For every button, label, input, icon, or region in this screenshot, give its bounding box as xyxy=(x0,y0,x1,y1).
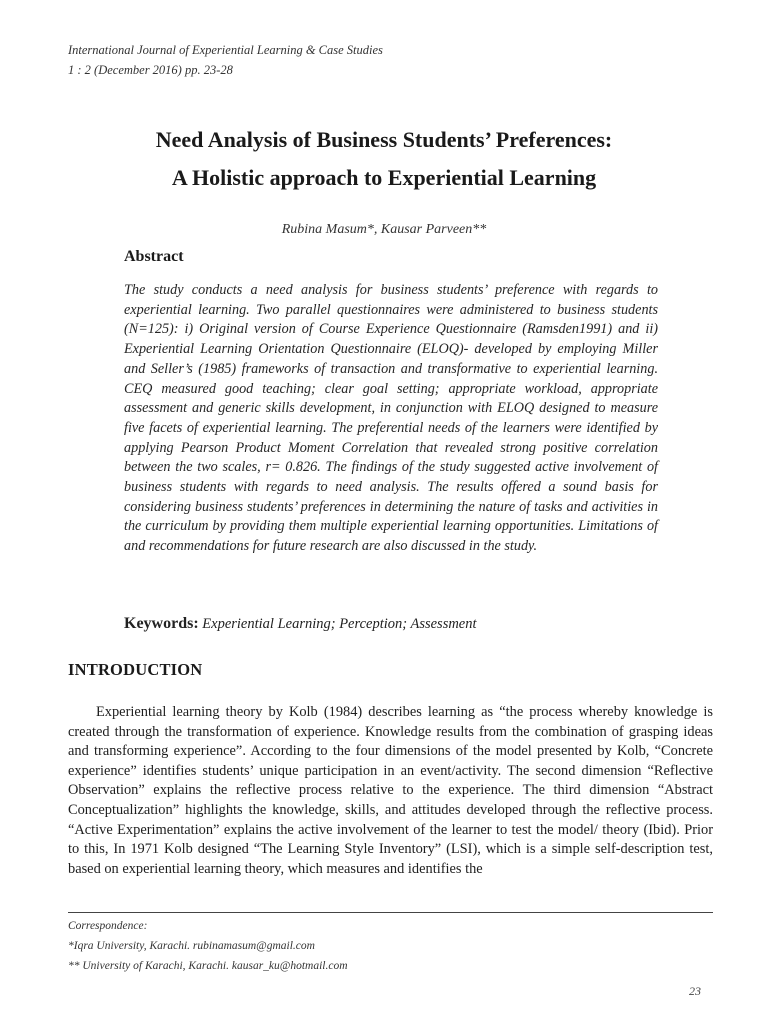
keywords xyxy=(124,615,477,633)
journal-name: International Journal of Experiential Learning & Case Studies xyxy=(68,43,383,57)
journal-header xyxy=(68,40,383,80)
footnote-author2: ** University of Karachi, Karachi. kausar_ku@hotmail.com xyxy=(68,960,348,972)
introduction-heading: INTRODUCTION xyxy=(68,660,203,679)
paper-title-line1: Need Analysis of Business Students’ Preferences: xyxy=(155,127,613,152)
authors: Rubina Masum*, Kausar Parveen** xyxy=(281,222,487,237)
footnote-heading: Correspondence: xyxy=(68,920,148,932)
abstract-heading: Abstract xyxy=(124,248,184,265)
footnote-author1: *Iqra University, Karachi. rubinamasum@gmail.com xyxy=(68,940,315,952)
introduction-text: Experiential learning theory by Kolb (1984) describes learning as “the process whereby knowledge is created through the transformation of experience. Knowledge results from the combination of grasping ideas and transforming experience”. According to the four dimensions of the model presented by Kolb, “Concrete experience” identifies students’ unique participation in an event/activity. The second dimension “Reflective Observation” explains the reflective process relative to the experience. The third dimension “Abstract Conceptualization” highlights the knowledge, skills, and attitudes developed through the reflective process. “Active Experimentation” explains the active involvement of the learner to test the model/ theory (Ibid). Prior to this, In 1971 Kolb designed “The Learning Style Inventory” (LSI), which is a simple self-description test, based on experiential learning theory, which measures and identifies the xyxy=(68,704,713,877)
footnote-divider xyxy=(68,912,713,913)
journal-issue: 1 : 2 (December 2016) pp. 23-28 xyxy=(68,63,233,77)
footnotes xyxy=(68,916,348,976)
keywords-value: Experiential Learning; Perception; Assessment xyxy=(202,616,477,632)
keywords-label: Keywords: xyxy=(124,615,199,632)
page-number: 23 xyxy=(689,984,701,998)
paper-title xyxy=(60,121,708,197)
abstract-text: The study conducts a need analysis for business students’ preference with regards to experiential learning. Two parallel questionnaires were administered to business students (N=125): i) Original version of Course Experience Questionnaire (Ramsden1991) and ii) Experiential Learning Orientation Questionnaire (ELOQ)- developed by employing Miller and Seller’s (1985) frameworks of transaction and transformative to experiential learning. CEQ measured good teaching; clear goal setting; appropriate workload, appropriate assessment and generic skills development, in conjunction with ELOQ designed to measure five facets of experiential learning. The preferential needs of the learners were identified by applying Pearson Product Moment Correlation that revealed strong positive correlation between the two scales, r= 0.826. The findings of the study suggested active involvement of business students with regards to need analysis. The results offered a sound basis for considering business students’ preferences in determining the nature of tasks and activities in the curriculum by providing them multiple experiential learning opportunities. Limitations of and recommendations for future research are also discussed in the study. xyxy=(124,282,658,555)
paper-title-line2: A Holistic approach to Experiential Learning xyxy=(171,165,597,190)
